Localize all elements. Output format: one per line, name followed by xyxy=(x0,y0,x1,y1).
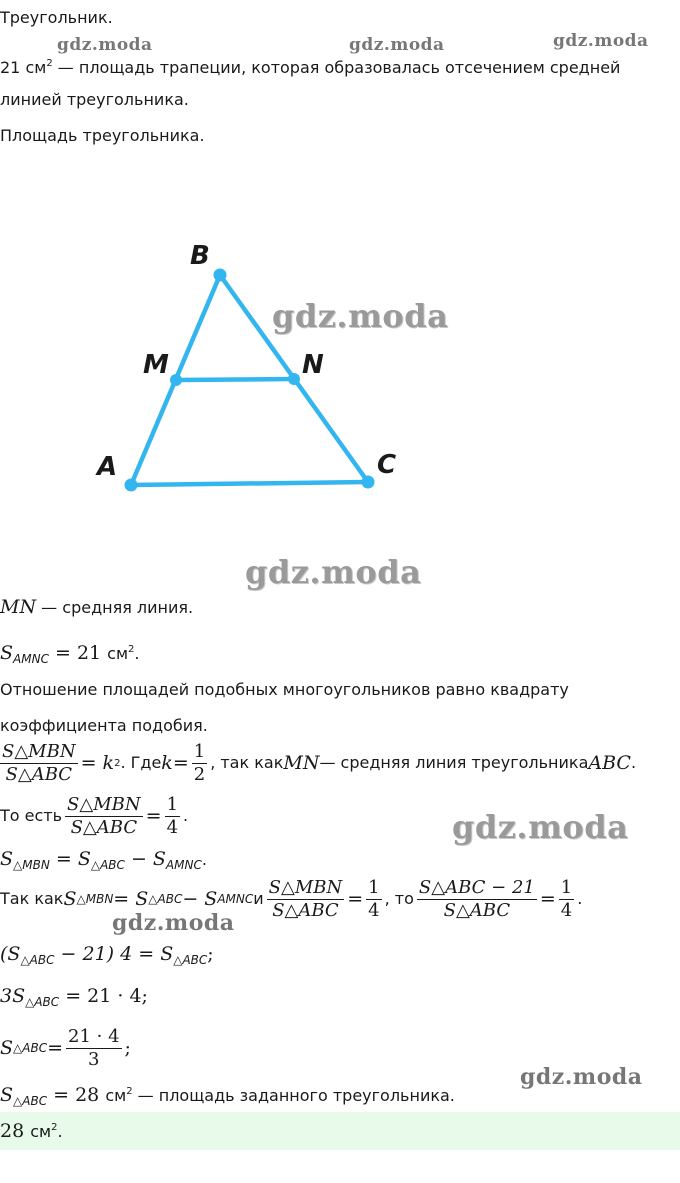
midline-tail-text: — средняя линия треугольника xyxy=(319,753,589,772)
math-expr: (S xyxy=(0,943,21,965)
area-difference-equation xyxy=(0,848,207,872)
math-s: = S xyxy=(113,888,149,910)
period: . xyxy=(57,1122,63,1141)
math-abc: ABC xyxy=(588,752,631,774)
intro-line-2: линией треугольника. xyxy=(0,90,189,109)
triangle-figure xyxy=(0,230,680,510)
ratio-quarter-equation xyxy=(0,790,188,842)
since-text: Так как xyxy=(0,889,64,908)
math-rhs: = 28 xyxy=(47,1084,106,1106)
equation-step-1 xyxy=(0,943,214,967)
watermark: gdz.moda xyxy=(112,910,235,936)
because-text: , так как xyxy=(210,753,284,772)
and-text: и xyxy=(253,889,264,908)
label-b: B xyxy=(190,241,210,271)
exponent: 2 xyxy=(114,757,121,769)
unit-exponent: 2 xyxy=(128,644,135,655)
watermark: gdz.moda xyxy=(520,1064,643,1090)
math-k: k xyxy=(161,752,173,774)
area-ratio-fraction xyxy=(65,794,143,839)
equation-step-2 xyxy=(0,985,148,1009)
label-c: C xyxy=(377,450,397,480)
intro-line-1 xyxy=(0,54,620,78)
equals: = xyxy=(47,1037,64,1059)
math-s: − S xyxy=(124,848,166,870)
watermark: gdz.moda xyxy=(452,808,629,846)
fraction-denominator: S△ABC xyxy=(5,763,73,785)
unit: см xyxy=(30,1122,52,1141)
watermark: gdz.moda xyxy=(553,31,649,51)
math-expr: − 21) 4 = S xyxy=(54,943,174,965)
answer-value: 28 xyxy=(0,1120,31,1142)
math-mn: MN xyxy=(0,596,37,618)
fraction-denominator: 4 xyxy=(368,899,380,921)
final-area-statement xyxy=(0,1084,455,1108)
area-ratio-fraction xyxy=(267,877,345,922)
semicolon: ; xyxy=(207,943,214,965)
unit-exponent: 2 xyxy=(126,1086,133,1097)
period: . xyxy=(577,889,583,908)
fraction-numerator: 1 xyxy=(560,876,573,898)
math-sub: △ABC xyxy=(20,953,55,967)
then-text: , то xyxy=(384,889,414,908)
fraction-numerator: 1 xyxy=(193,740,206,762)
math-rhs: = 21 xyxy=(48,642,108,664)
watermark: gdz.moda xyxy=(349,35,445,55)
unit-exponent: 2 xyxy=(46,58,53,69)
fraction-denominator: S△ABC xyxy=(272,899,339,921)
quarter-fraction xyxy=(366,877,381,922)
combined-equation xyxy=(0,872,582,926)
similarity-text-1: Отношение площадей подобных многоугольников равно квадрату xyxy=(0,680,569,699)
fraction-denominator: S△ABC xyxy=(443,899,511,921)
side-ac xyxy=(131,482,368,485)
math-s: = S xyxy=(49,848,91,870)
math-expr: = 21 · 4; xyxy=(59,985,148,1007)
quarter-fraction xyxy=(559,877,574,922)
intro-line-1-text: — площадь трапеции, которая образовалась отсечением средней xyxy=(52,58,621,77)
fraction-numerator: S△MBN xyxy=(268,876,343,898)
final-text: — площадь заданного треугольника. xyxy=(132,1086,455,1105)
fraction-denominator: 4 xyxy=(166,816,179,838)
similarity-text-2: коэффициента подобия. xyxy=(0,716,208,735)
point-c xyxy=(362,476,375,489)
intro-heading: Треугольник. xyxy=(0,8,113,27)
period: . xyxy=(183,806,189,825)
period: . xyxy=(201,850,207,869)
math-s: S xyxy=(0,1037,14,1059)
fraction-numerator: S△MBN xyxy=(67,793,141,815)
equals: = xyxy=(145,805,162,827)
math-sub: AMNC xyxy=(165,858,202,872)
math-s: S xyxy=(63,888,77,910)
label-m: M xyxy=(143,350,169,380)
result-fraction xyxy=(66,1026,122,1071)
math-sub: AMNC xyxy=(217,892,254,906)
period: . xyxy=(134,644,140,663)
label-n: N xyxy=(302,350,324,380)
fraction-numerator: S△MBN xyxy=(2,740,76,762)
answer-box xyxy=(0,1112,680,1150)
intro-line-3: Площадь треугольника. xyxy=(0,126,205,145)
point-m xyxy=(170,374,182,386)
semicolon: ; xyxy=(124,1037,131,1059)
midline-statement xyxy=(0,597,193,618)
trapezoid-area-value: 21 см xyxy=(0,58,47,77)
equation-step-3 xyxy=(0,1020,131,1076)
math-s: S xyxy=(0,848,14,870)
unit-exponent: 2 xyxy=(51,1122,58,1133)
fraction-numerator: 21 · 4 xyxy=(68,1025,120,1047)
math-s: − S xyxy=(182,888,218,910)
unit: см xyxy=(107,644,129,663)
fraction-denominator: S△ABC xyxy=(70,816,138,838)
label-a: A xyxy=(97,452,118,482)
unit: см xyxy=(105,1086,127,1105)
math-sub: △MBN xyxy=(76,892,114,906)
fraction-numerator: 1 xyxy=(368,876,380,898)
fraction-denominator: 2 xyxy=(193,763,206,785)
fraction-denominator: 4 xyxy=(560,899,573,921)
watermark: gdz.moda xyxy=(245,553,422,591)
math-sub: △ABC xyxy=(13,1094,48,1108)
midline-text: — средняя линия. xyxy=(36,598,194,617)
math-sub: △ABC xyxy=(25,995,60,1009)
watermark: gdz.moda xyxy=(57,35,153,55)
where-text: . Где xyxy=(120,753,162,772)
math-sub: AMNC xyxy=(13,652,49,666)
that-is-text: То есть xyxy=(0,806,63,825)
math-s: S xyxy=(0,1084,14,1106)
equals: = xyxy=(539,888,556,910)
math-sub: △MBN xyxy=(13,858,50,872)
math-sub: △ABC xyxy=(148,892,183,906)
math-mn: MN xyxy=(283,752,320,774)
math-sub: △ABC xyxy=(173,953,208,967)
point-a xyxy=(125,479,138,492)
midline-mn xyxy=(176,379,294,380)
watermark: gdz.moda xyxy=(272,297,449,335)
math-s: S xyxy=(0,642,14,664)
period: . xyxy=(630,753,637,772)
point-n xyxy=(288,373,300,385)
math-k-squared: = k xyxy=(80,752,115,774)
equals: = xyxy=(172,752,189,774)
quarter-fraction xyxy=(165,794,180,839)
half-fraction xyxy=(192,741,207,786)
math-sub: △ABC xyxy=(13,1041,48,1055)
fraction-numerator: 1 xyxy=(166,793,179,815)
equals: = xyxy=(347,888,364,910)
point-b xyxy=(214,269,227,282)
math-expr: 3S xyxy=(0,985,26,1007)
fraction-denominator: 3 xyxy=(88,1048,100,1070)
substituted-fraction xyxy=(417,877,537,922)
trapezoid-area-equation xyxy=(0,642,140,666)
fraction-numerator: S△ABC − 21 xyxy=(418,876,535,898)
ratio-equation xyxy=(0,737,636,789)
area-ratio-fraction xyxy=(0,741,78,786)
math-sub: △ABC xyxy=(90,858,125,872)
answer-line xyxy=(0,1120,63,1142)
